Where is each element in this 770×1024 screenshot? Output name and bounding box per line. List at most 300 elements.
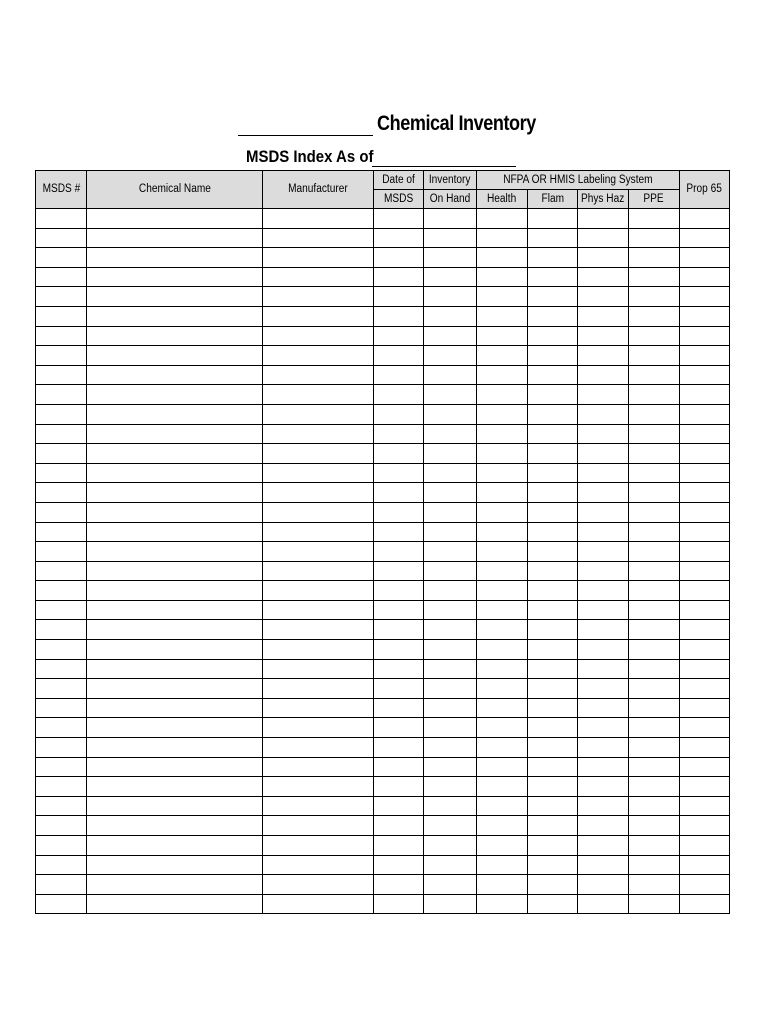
cell-ppe[interactable] (629, 894, 680, 914)
cell-health[interactable] (477, 894, 528, 914)
cell-flam[interactable] (528, 228, 578, 248)
cell-health[interactable] (477, 679, 528, 699)
cell-prop65[interactable] (680, 267, 730, 287)
cell-ppe[interactable] (629, 542, 680, 562)
cell-ppe[interactable] (629, 346, 680, 366)
cell-health[interactable] (477, 326, 528, 346)
cell-phys-haz[interactable] (578, 326, 629, 346)
cell-msds-no[interactable] (36, 502, 87, 522)
cell-flam[interactable] (528, 463, 578, 483)
cell-msds-no[interactable] (36, 640, 87, 660)
cell-prop65[interactable] (680, 502, 730, 522)
cell-msds-no[interactable] (36, 777, 87, 797)
cell-msds-no[interactable] (36, 463, 87, 483)
cell-ppe[interactable] (629, 855, 680, 875)
cell-health[interactable] (477, 463, 528, 483)
cell-date-of-msds[interactable] (374, 542, 424, 562)
cell-chemical-name[interactable] (87, 796, 263, 816)
cell-flam[interactable] (528, 600, 578, 620)
cell-health[interactable] (477, 346, 528, 366)
cell-msds-no[interactable] (36, 698, 87, 718)
cell-inventory-on-hand[interactable] (424, 463, 477, 483)
cell-health[interactable] (477, 248, 528, 268)
cell-phys-haz[interactable] (578, 444, 629, 464)
cell-flam[interactable] (528, 444, 578, 464)
cell-health[interactable] (477, 581, 528, 601)
cell-inventory-on-hand[interactable] (424, 836, 477, 856)
cell-manufacturer[interactable] (263, 718, 374, 738)
cell-flam[interactable] (528, 640, 578, 660)
cell-prop65[interactable] (680, 287, 730, 307)
cell-date-of-msds[interactable] (374, 326, 424, 346)
cell-chemical-name[interactable] (87, 365, 263, 385)
cell-phys-haz[interactable] (578, 836, 629, 856)
cell-msds-no[interactable] (36, 483, 87, 503)
cell-manufacturer[interactable] (263, 875, 374, 895)
cell-phys-haz[interactable] (578, 267, 629, 287)
cell-inventory-on-hand[interactable] (424, 620, 477, 640)
cell-chemical-name[interactable] (87, 581, 263, 601)
cell-inventory-on-hand[interactable] (424, 287, 477, 307)
cell-date-of-msds[interactable] (374, 855, 424, 875)
cell-manufacturer[interactable] (263, 640, 374, 660)
cell-date-of-msds[interactable] (374, 659, 424, 679)
cell-flam[interactable] (528, 777, 578, 797)
cell-msds-no[interactable] (36, 796, 87, 816)
cell-chemical-name[interactable] (87, 777, 263, 797)
cell-date-of-msds[interactable] (374, 365, 424, 385)
cell-phys-haz[interactable] (578, 816, 629, 836)
cell-chemical-name[interactable] (87, 444, 263, 464)
cell-prop65[interactable] (680, 640, 730, 660)
cell-phys-haz[interactable] (578, 306, 629, 326)
cell-inventory-on-hand[interactable] (424, 600, 477, 620)
cell-inventory-on-hand[interactable] (424, 306, 477, 326)
cell-inventory-on-hand[interactable] (424, 385, 477, 405)
cell-manufacturer[interactable] (263, 522, 374, 542)
cell-ppe[interactable] (629, 483, 680, 503)
cell-ppe[interactable] (629, 698, 680, 718)
cell-msds-no[interactable] (36, 836, 87, 856)
cell-date-of-msds[interactable] (374, 287, 424, 307)
cell-prop65[interactable] (680, 894, 730, 914)
cell-chemical-name[interactable] (87, 228, 263, 248)
cell-inventory-on-hand[interactable] (424, 581, 477, 601)
cell-msds-no[interactable] (36, 228, 87, 248)
cell-date-of-msds[interactable] (374, 796, 424, 816)
cell-chemical-name[interactable] (87, 385, 263, 405)
cell-date-of-msds[interactable] (374, 248, 424, 268)
cell-ppe[interactable] (629, 463, 680, 483)
cell-msds-no[interactable] (36, 679, 87, 699)
cell-manufacturer[interactable] (263, 796, 374, 816)
cell-manufacturer[interactable] (263, 365, 374, 385)
cell-ppe[interactable] (629, 620, 680, 640)
cell-prop65[interactable] (680, 855, 730, 875)
cell-chemical-name[interactable] (87, 267, 263, 287)
cell-flam[interactable] (528, 346, 578, 366)
cell-ppe[interactable] (629, 659, 680, 679)
cell-flam[interactable] (528, 306, 578, 326)
cell-health[interactable] (477, 855, 528, 875)
cell-ppe[interactable] (629, 444, 680, 464)
cell-date-of-msds[interactable] (374, 483, 424, 503)
cell-health[interactable] (477, 620, 528, 640)
cell-phys-haz[interactable] (578, 640, 629, 660)
cell-ppe[interactable] (629, 738, 680, 758)
cell-inventory-on-hand[interactable] (424, 875, 477, 895)
cell-flam[interactable] (528, 385, 578, 405)
cell-prop65[interactable] (680, 346, 730, 366)
cell-date-of-msds[interactable] (374, 561, 424, 581)
cell-date-of-msds[interactable] (374, 267, 424, 287)
cell-flam[interactable] (528, 855, 578, 875)
cell-inventory-on-hand[interactable] (424, 404, 477, 424)
cell-manufacturer[interactable] (263, 228, 374, 248)
cell-health[interactable] (477, 875, 528, 895)
cell-phys-haz[interactable] (578, 502, 629, 522)
cell-inventory-on-hand[interactable] (424, 346, 477, 366)
cell-manufacturer[interactable] (263, 502, 374, 522)
cell-inventory-on-hand[interactable] (424, 855, 477, 875)
cell-health[interactable] (477, 228, 528, 248)
cell-manufacturer[interactable] (263, 404, 374, 424)
cell-chemical-name[interactable] (87, 287, 263, 307)
cell-inventory-on-hand[interactable] (424, 894, 477, 914)
cell-manufacturer[interactable] (263, 287, 374, 307)
cell-manufacturer[interactable] (263, 424, 374, 444)
cell-phys-haz[interactable] (578, 248, 629, 268)
cell-health[interactable] (477, 836, 528, 856)
cell-msds-no[interactable] (36, 620, 87, 640)
cell-flam[interactable] (528, 581, 578, 601)
cell-ppe[interactable] (629, 306, 680, 326)
cell-inventory-on-hand[interactable] (424, 228, 477, 248)
cell-manufacturer[interactable] (263, 581, 374, 601)
cell-chemical-name[interactable] (87, 326, 263, 346)
cell-msds-no[interactable] (36, 209, 87, 229)
cell-chemical-name[interactable] (87, 561, 263, 581)
cell-phys-haz[interactable] (578, 894, 629, 914)
cell-phys-haz[interactable] (578, 777, 629, 797)
cell-prop65[interactable] (680, 248, 730, 268)
cell-flam[interactable] (528, 796, 578, 816)
cell-date-of-msds[interactable] (374, 698, 424, 718)
cell-flam[interactable] (528, 365, 578, 385)
cell-inventory-on-hand[interactable] (424, 365, 477, 385)
cell-phys-haz[interactable] (578, 209, 629, 229)
cell-inventory-on-hand[interactable] (424, 444, 477, 464)
cell-inventory-on-hand[interactable] (424, 209, 477, 229)
cell-msds-no[interactable] (36, 248, 87, 268)
cell-manufacturer[interactable] (263, 698, 374, 718)
cell-phys-haz[interactable] (578, 796, 629, 816)
cell-flam[interactable] (528, 424, 578, 444)
cell-inventory-on-hand[interactable] (424, 777, 477, 797)
cell-inventory-on-hand[interactable] (424, 542, 477, 562)
cell-msds-no[interactable] (36, 894, 87, 914)
cell-health[interactable] (477, 444, 528, 464)
cell-flam[interactable] (528, 502, 578, 522)
cell-date-of-msds[interactable] (374, 640, 424, 660)
cell-inventory-on-hand[interactable] (424, 640, 477, 660)
cell-manufacturer[interactable] (263, 346, 374, 366)
cell-inventory-on-hand[interactable] (424, 796, 477, 816)
cell-manufacturer[interactable] (263, 620, 374, 640)
cell-ppe[interactable] (629, 267, 680, 287)
cell-msds-no[interactable] (36, 404, 87, 424)
date-blank-field[interactable] (372, 146, 516, 167)
cell-date-of-msds[interactable] (374, 836, 424, 856)
cell-msds-no[interactable] (36, 306, 87, 326)
cell-manufacturer[interactable] (263, 757, 374, 777)
cell-ppe[interactable] (629, 385, 680, 405)
cell-prop65[interactable] (680, 365, 730, 385)
cell-inventory-on-hand[interactable] (424, 659, 477, 679)
cell-ppe[interactable] (629, 757, 680, 777)
cell-chemical-name[interactable] (87, 875, 263, 895)
cell-manufacturer[interactable] (263, 738, 374, 758)
cell-prop65[interactable] (680, 718, 730, 738)
cell-phys-haz[interactable] (578, 855, 629, 875)
cell-chemical-name[interactable] (87, 404, 263, 424)
cell-ppe[interactable] (629, 816, 680, 836)
cell-prop65[interactable] (680, 228, 730, 248)
cell-prop65[interactable] (680, 385, 730, 405)
cell-ppe[interactable] (629, 836, 680, 856)
cell-flam[interactable] (528, 326, 578, 346)
cell-chemical-name[interactable] (87, 600, 263, 620)
cell-health[interactable] (477, 738, 528, 758)
cell-msds-no[interactable] (36, 600, 87, 620)
cell-health[interactable] (477, 385, 528, 405)
cell-msds-no[interactable] (36, 816, 87, 836)
cell-date-of-msds[interactable] (374, 757, 424, 777)
cell-prop65[interactable] (680, 738, 730, 758)
cell-ppe[interactable] (629, 561, 680, 581)
cell-phys-haz[interactable] (578, 404, 629, 424)
cell-manufacturer[interactable] (263, 267, 374, 287)
cell-ppe[interactable] (629, 600, 680, 620)
cell-phys-haz[interactable] (578, 659, 629, 679)
cell-health[interactable] (477, 424, 528, 444)
cell-phys-haz[interactable] (578, 287, 629, 307)
cell-ppe[interactable] (629, 209, 680, 229)
cell-phys-haz[interactable] (578, 561, 629, 581)
cell-phys-haz[interactable] (578, 718, 629, 738)
cell-msds-no[interactable] (36, 659, 87, 679)
cell-flam[interactable] (528, 738, 578, 758)
cell-manufacturer[interactable] (263, 444, 374, 464)
cell-health[interactable] (477, 365, 528, 385)
cell-manufacturer[interactable] (263, 248, 374, 268)
cell-prop65[interactable] (680, 796, 730, 816)
cell-ppe[interactable] (629, 287, 680, 307)
cell-msds-no[interactable] (36, 267, 87, 287)
cell-health[interactable] (477, 306, 528, 326)
cell-phys-haz[interactable] (578, 346, 629, 366)
cell-date-of-msds[interactable] (374, 463, 424, 483)
cell-flam[interactable] (528, 816, 578, 836)
cell-date-of-msds[interactable] (374, 444, 424, 464)
cell-msds-no[interactable] (36, 718, 87, 738)
cell-health[interactable] (477, 522, 528, 542)
cell-msds-no[interactable] (36, 522, 87, 542)
cell-msds-no[interactable] (36, 424, 87, 444)
cell-health[interactable] (477, 698, 528, 718)
cell-phys-haz[interactable] (578, 600, 629, 620)
cell-inventory-on-hand[interactable] (424, 718, 477, 738)
cell-prop65[interactable] (680, 777, 730, 797)
cell-chemical-name[interactable] (87, 894, 263, 914)
cell-phys-haz[interactable] (578, 522, 629, 542)
cell-inventory-on-hand[interactable] (424, 326, 477, 346)
cell-date-of-msds[interactable] (374, 777, 424, 797)
cell-chemical-name[interactable] (87, 718, 263, 738)
cell-prop65[interactable] (680, 483, 730, 503)
cell-chemical-name[interactable] (87, 248, 263, 268)
cell-msds-no[interactable] (36, 561, 87, 581)
cell-inventory-on-hand[interactable] (424, 424, 477, 444)
cell-chemical-name[interactable] (87, 640, 263, 660)
cell-health[interactable] (477, 267, 528, 287)
cell-date-of-msds[interactable] (374, 875, 424, 895)
cell-chemical-name[interactable] (87, 502, 263, 522)
cell-msds-no[interactable] (36, 326, 87, 346)
cell-phys-haz[interactable] (578, 757, 629, 777)
cell-manufacturer[interactable] (263, 326, 374, 346)
cell-phys-haz[interactable] (578, 228, 629, 248)
cell-inventory-on-hand[interactable] (424, 738, 477, 758)
cell-health[interactable] (477, 209, 528, 229)
cell-inventory-on-hand[interactable] (424, 679, 477, 699)
cell-health[interactable] (477, 600, 528, 620)
cell-ppe[interactable] (629, 640, 680, 660)
cell-health[interactable] (477, 561, 528, 581)
cell-phys-haz[interactable] (578, 463, 629, 483)
cell-phys-haz[interactable] (578, 542, 629, 562)
cell-health[interactable] (477, 796, 528, 816)
cell-msds-no[interactable] (36, 346, 87, 366)
cell-prop65[interactable] (680, 404, 730, 424)
cell-phys-haz[interactable] (578, 875, 629, 895)
cell-msds-no[interactable] (36, 738, 87, 758)
cell-chemical-name[interactable] (87, 757, 263, 777)
cell-msds-no[interactable] (36, 542, 87, 562)
cell-ppe[interactable] (629, 424, 680, 444)
cell-msds-no[interactable] (36, 385, 87, 405)
cell-manufacturer[interactable] (263, 561, 374, 581)
cell-date-of-msds[interactable] (374, 228, 424, 248)
cell-chemical-name[interactable] (87, 698, 263, 718)
cell-phys-haz[interactable] (578, 424, 629, 444)
cell-manufacturer[interactable] (263, 542, 374, 562)
cell-inventory-on-hand[interactable] (424, 267, 477, 287)
cell-prop65[interactable] (680, 444, 730, 464)
cell-chemical-name[interactable] (87, 463, 263, 483)
cell-health[interactable] (477, 483, 528, 503)
cell-prop65[interactable] (680, 698, 730, 718)
cell-health[interactable] (477, 777, 528, 797)
cell-inventory-on-hand[interactable] (424, 502, 477, 522)
cell-manufacturer[interactable] (263, 659, 374, 679)
cell-phys-haz[interactable] (578, 385, 629, 405)
cell-prop65[interactable] (680, 679, 730, 699)
cell-manufacturer[interactable] (263, 209, 374, 229)
cell-flam[interactable] (528, 404, 578, 424)
cell-chemical-name[interactable] (87, 209, 263, 229)
cell-ppe[interactable] (629, 228, 680, 248)
cell-manufacturer[interactable] (263, 483, 374, 503)
cell-date-of-msds[interactable] (374, 600, 424, 620)
cell-phys-haz[interactable] (578, 365, 629, 385)
cell-date-of-msds[interactable] (374, 424, 424, 444)
cell-date-of-msds[interactable] (374, 816, 424, 836)
cell-ppe[interactable] (629, 875, 680, 895)
cell-ppe[interactable] (629, 777, 680, 797)
cell-flam[interactable] (528, 718, 578, 738)
cell-flam[interactable] (528, 542, 578, 562)
cell-ppe[interactable] (629, 326, 680, 346)
cell-ppe[interactable] (629, 679, 680, 699)
cell-prop65[interactable] (680, 326, 730, 346)
cell-flam[interactable] (528, 561, 578, 581)
cell-prop65[interactable] (680, 757, 730, 777)
cell-manufacturer[interactable] (263, 816, 374, 836)
cell-phys-haz[interactable] (578, 679, 629, 699)
cell-ppe[interactable] (629, 365, 680, 385)
cell-chemical-name[interactable] (87, 522, 263, 542)
cell-date-of-msds[interactable] (374, 502, 424, 522)
cell-date-of-msds[interactable] (374, 894, 424, 914)
cell-msds-no[interactable] (36, 287, 87, 307)
cell-prop65[interactable] (680, 836, 730, 856)
cell-date-of-msds[interactable] (374, 346, 424, 366)
cell-ppe[interactable] (629, 796, 680, 816)
cell-inventory-on-hand[interactable] (424, 757, 477, 777)
cell-flam[interactable] (528, 659, 578, 679)
cell-date-of-msds[interactable] (374, 385, 424, 405)
cell-prop65[interactable] (680, 581, 730, 601)
cell-msds-no[interactable] (36, 365, 87, 385)
cell-chemical-name[interactable] (87, 738, 263, 758)
cell-manufacturer[interactable] (263, 463, 374, 483)
cell-prop65[interactable] (680, 600, 730, 620)
cell-manufacturer[interactable] (263, 836, 374, 856)
cell-msds-no[interactable] (36, 855, 87, 875)
cell-chemical-name[interactable] (87, 542, 263, 562)
cell-flam[interactable] (528, 875, 578, 895)
cell-prop65[interactable] (680, 306, 730, 326)
cell-chemical-name[interactable] (87, 346, 263, 366)
cell-chemical-name[interactable] (87, 836, 263, 856)
cell-date-of-msds[interactable] (374, 306, 424, 326)
cell-prop65[interactable] (680, 522, 730, 542)
cell-phys-haz[interactable] (578, 581, 629, 601)
cell-health[interactable] (477, 757, 528, 777)
cell-msds-no[interactable] (36, 581, 87, 601)
cell-date-of-msds[interactable] (374, 209, 424, 229)
cell-health[interactable] (477, 542, 528, 562)
cell-prop65[interactable] (680, 463, 730, 483)
cell-flam[interactable] (528, 836, 578, 856)
cell-date-of-msds[interactable] (374, 738, 424, 758)
cell-manufacturer[interactable] (263, 306, 374, 326)
cell-chemical-name[interactable] (87, 424, 263, 444)
cell-chemical-name[interactable] (87, 620, 263, 640)
cell-prop65[interactable] (680, 620, 730, 640)
cell-health[interactable] (477, 502, 528, 522)
